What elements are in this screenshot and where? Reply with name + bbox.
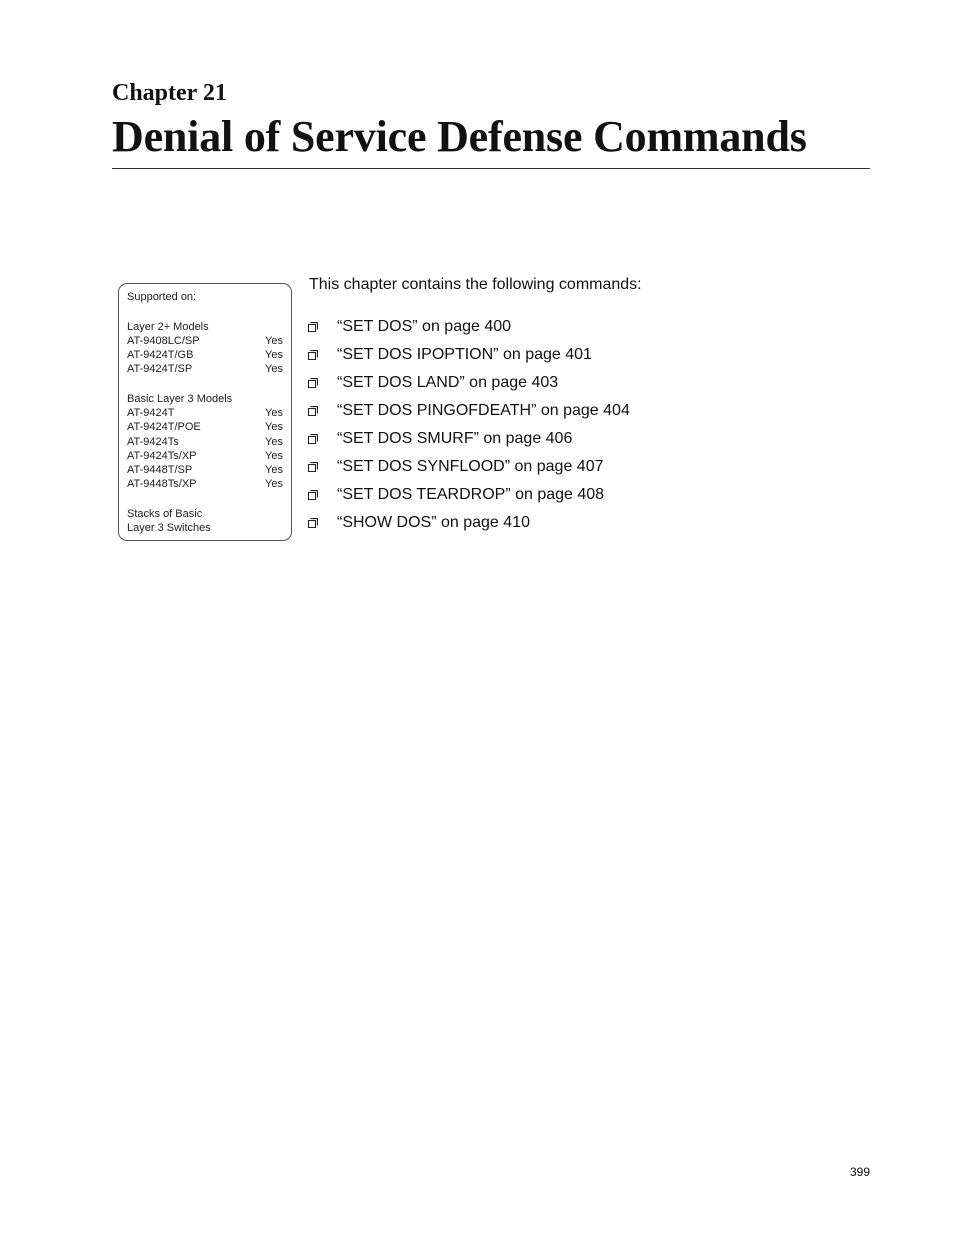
support-value: Yes	[265, 421, 283, 434]
command-link[interactable]: “SHOW DOS” on page 410	[337, 514, 530, 531]
model-row	[127, 362, 283, 376]
list-item	[308, 369, 630, 397]
model-name: AT-9448T/SP	[127, 463, 193, 476]
stacks-line: Stacks of Basic	[127, 507, 203, 520]
command-link[interactable]: “SET DOS SYNFLOOD” on page 407	[337, 458, 604, 475]
model-name: AT-9408LC/SP	[127, 334, 200, 347]
list-item	[308, 425, 630, 453]
command-link[interactable]: “SET DOS” on page 400	[337, 318, 512, 335]
model-row	[127, 420, 283, 434]
title-divider	[112, 168, 870, 169]
list-item	[308, 341, 630, 369]
group-title-basic-layer3: Basic Layer 3 Models	[127, 392, 233, 405]
chapter-label: Chapter 21	[112, 80, 227, 106]
model-row	[127, 449, 283, 463]
model-name: AT-9424Ts/XP	[127, 449, 197, 462]
support-value: Yes	[265, 407, 283, 420]
command-link[interactable]: “SET DOS IPOPTION” on page 401	[337, 346, 592, 363]
support-value: Yes	[265, 363, 283, 376]
list-item	[308, 397, 630, 425]
checkbox-bullet-icon	[308, 518, 318, 528]
list-item	[308, 509, 630, 537]
model-row	[127, 477, 283, 491]
model-row	[127, 348, 283, 362]
checkbox-bullet-icon	[308, 406, 318, 416]
support-value: Yes	[265, 349, 283, 362]
stacks-line: Layer 3 Switches	[127, 521, 211, 534]
checkbox-bullet-icon	[308, 322, 318, 332]
checkbox-bullet-icon	[308, 434, 318, 444]
intro-text: This chapter contains the following commands:	[309, 276, 642, 293]
model-name: AT-9424T/SP	[127, 363, 193, 376]
checkbox-bullet-icon	[308, 350, 318, 360]
model-name: AT-9424T/POE	[127, 421, 201, 434]
command-link[interactable]: “SET DOS TEARDROP” on page 408	[337, 486, 605, 503]
checkbox-bullet-icon	[308, 490, 318, 500]
support-value: Yes	[265, 449, 283, 462]
model-row	[127, 463, 283, 477]
list-item	[308, 481, 630, 509]
model-name: AT-9424T	[127, 407, 175, 420]
supported-models-box	[118, 283, 292, 541]
command-link[interactable]: “SET DOS LAND” on page 403	[337, 374, 559, 391]
support-value: Yes	[265, 463, 283, 476]
model-row	[127, 406, 283, 420]
group-title-layer2: Layer 2+ Models	[127, 320, 209, 333]
checkbox-bullet-icon	[308, 462, 318, 472]
page-number: 399	[849, 1165, 870, 1179]
command-list	[308, 313, 630, 537]
command-link[interactable]: “SET DOS PINGOFDEATH” on page 404	[337, 402, 630, 419]
list-item	[308, 453, 630, 481]
list-item	[308, 313, 630, 341]
support-value: Yes	[265, 478, 283, 491]
command-link[interactable]: “SET DOS SMURF” on page 406	[337, 430, 573, 447]
model-name: AT-9424T/GB	[127, 349, 194, 362]
model-name: AT-9424Ts	[127, 435, 179, 448]
model-name: AT-9448Ts/XP	[127, 478, 197, 491]
support-value: Yes	[265, 334, 283, 347]
checkbox-bullet-icon	[308, 378, 318, 388]
model-row	[127, 334, 283, 348]
supported-heading: Supported on:	[127, 291, 197, 303]
model-row	[127, 435, 283, 449]
support-value: Yes	[265, 435, 283, 448]
page-title: Denial of Service Defense Commands	[112, 112, 807, 161]
